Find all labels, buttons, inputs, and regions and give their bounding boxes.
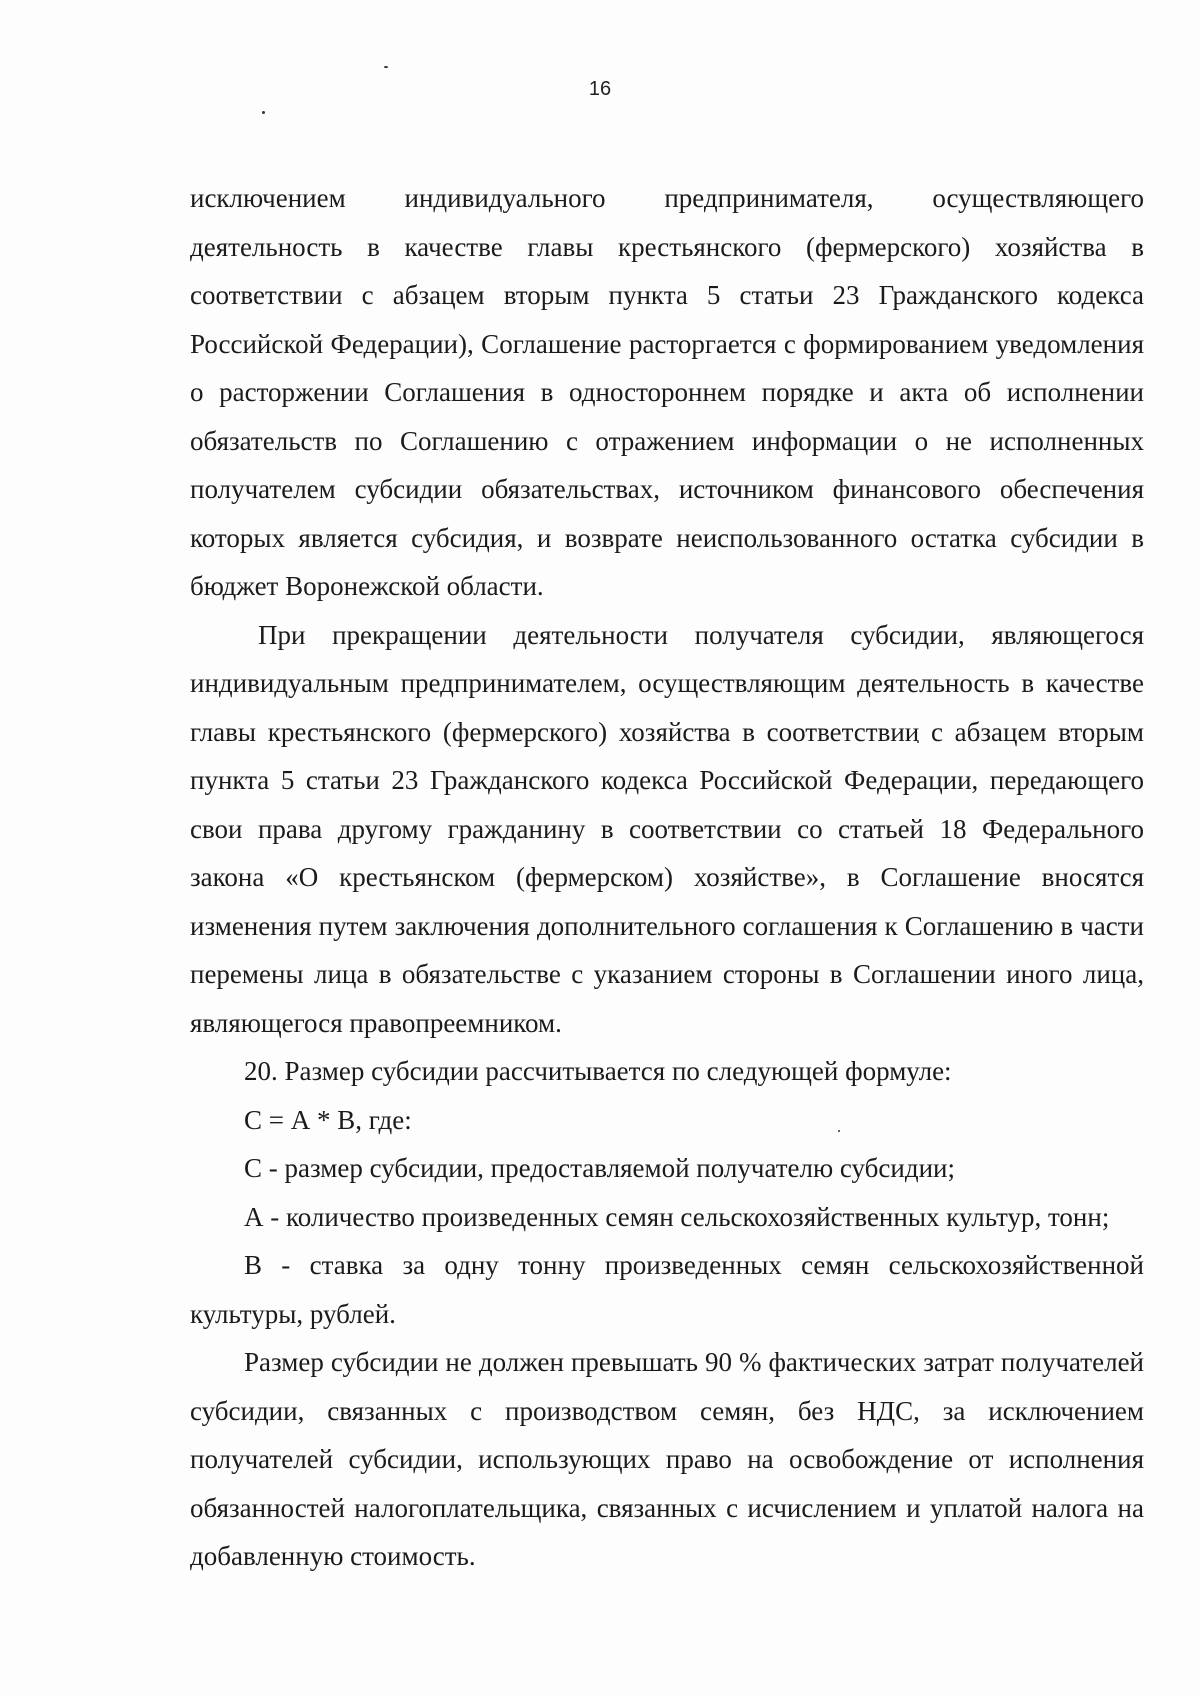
formula-definition-a: А - количество произведенных семян сельскохозяйственных культур, тонн; — [244, 1201, 1110, 1232]
formula-definition-b: В - ставка за одну тонну произведенных семян сельскохозяйственной культуры, рублей. — [190, 1250, 1144, 1329]
document-body — [190, 174, 1144, 1581]
paragraph-continuation: исключением индивидуального предпринимателя, осуществляющего деятельность в качестве главы крестьянского (фермерского) хозяйства в соответствии с абзацем вторым пункта 5 статьи 23 Гражданского кодекса Российской Федерации), Соглашение расторгается с формированием уведомления о расторжении Соглашения в одностороннем порядке и акта об исполнении обязательств по Соглашению с отражением информации о не исполненных получателем субсидии обязательствах, источником финансового обеспечения которых является субсидия, и возврате неиспользованного остатка субсидии в бюджет Воронежской области. — [190, 183, 1144, 601]
scan-speck — [262, 111, 265, 114]
page-number: 16 — [588, 78, 612, 100]
formula: С = А * В, где: — [244, 1104, 412, 1135]
scan-speck — [384, 66, 388, 68]
paragraph-item-20: 20. Размер субсидии рассчитывается по следующей формуле: — [244, 1056, 952, 1086]
paragraph-termination: При прекращении деятельности получателя субсидии, являющегося индивидуальным предпринимателем, осуществляющим деятельность в качестве главы крестьянского (фермерского) хозяйства в соответствии с абзацем вторым пункта 5 статьи 23 Гражданского кодекса Российской Федерации, передающего свои права другому гражданину в соответствии со статьей 18 Федерального закона «О крестьянском (фермерском) хозяйстве», в Соглашение вносятся изменения путем заключения дополнительного соглашения к Соглашению в части перемены лица в обязательстве с указанием стороны в Соглашении иного лица, являющегося правопреемником. — [190, 619, 1144, 1038]
formula-definition-c: С - размер субсидии, предоставляемой получателю субсидии; — [244, 1153, 955, 1183]
paragraph-subsidy-limit: Размер субсидии не должен превышать 90 % фактических затрат получателей субсидии, связанных с производством семян, без НДС, за исключением получателей субсидии, использующих право на освобождение от исполнения обязанностей налогоплательщика, связанных с исчислением и уплатой налога на добавленную стоимость. — [190, 1347, 1144, 1571]
